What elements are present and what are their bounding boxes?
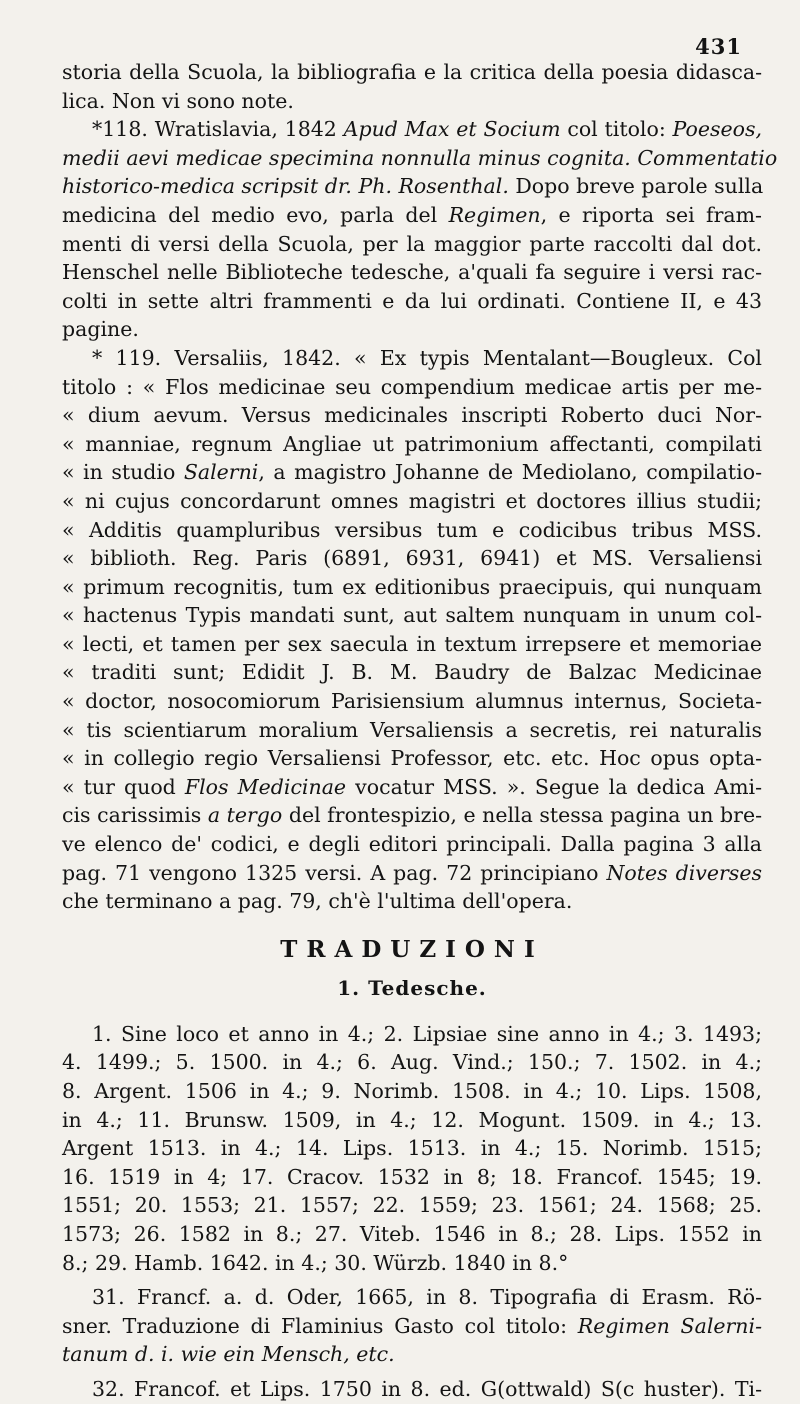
text-line: « ni cujus concordarunt omnes magistri et doctores illius studii; (62, 488, 762, 513)
text-line: « biblioth. Reg. Paris (6891, 6931, 6941) et MS. Versaliensi (62, 546, 762, 571)
translation-line: tanum d. i. wie ein Mensch, etc. (62, 1342, 395, 1367)
text-line: « dium aevum. Versus medicinales inscripti Roberto duci Nor- (62, 403, 762, 428)
translation-line: 31. Francf. a. d. Oder, 1665, in 8. Tipografia di Erasm. Rö- (92, 1285, 762, 1310)
text-line: titolo : « Flos medicinae seu compendium medicae artis per me- (62, 374, 762, 399)
text-line: storia della Scuola, la bibliografia e la critica della poesia didasca- (62, 60, 762, 84)
text-line: lica. Non vi sono note. (62, 88, 294, 113)
text-line: cis carissimis a tergo del frontespizio, e nella stessa pagina un bre- (62, 803, 763, 828)
translation-line: 8. Argent. 1506 in 4.; 9. Norimb. 1508. in 4.; 10. Lips. 1508, (62, 1079, 762, 1103)
text-line: medicina del medio evo, parla del Regimen, e riporta sei fram- (62, 202, 762, 227)
page-body (62, 58, 778, 1404)
translation-line: 1551; 20. 1553; 21. 1557; 22. 1559; 23. 1561; 24. 1568; 25. (62, 1193, 762, 1218)
text-line: ve elenco de' codici, e degli editori principali. Dalla pagina 3 alla (62, 832, 762, 857)
text-line: « in studio Salerni, a magistro Johanne de Mediolano, compilatio- (62, 460, 762, 485)
translation-line: 32. Francof. et Lips. 1750 in 8. ed. G(ottwald) S(c huster). Ti- (92, 1376, 762, 1401)
entry-118-heading: *118. Wratislavia, 1842 Apud Max et Socium col titolo: Poeseos, (92, 117, 763, 142)
text-line: pag. 71 vengono 1325 versi. A pag. 72 principiano Notes diverses (62, 860, 762, 885)
text-line: che terminano a pag. 79, ch'è l'ultima dell'opera. (62, 889, 573, 914)
translation-line: 8.; 29. Hamb. 1642. in 4.; 30. Würzb. 1840 in 8.° (62, 1250, 569, 1275)
translation-line: in 4.; 11. Brunsw. 1509, in 4.; 12. Mogunt. 1509. in 4.; 13. (62, 1107, 762, 1132)
translation-line: 1. Sine loco et anno in 4.; 2. Lipsiae sine anno in 4.; 3. 1493; (92, 1021, 762, 1046)
entry-119-heading: * 119. Versaliis, 1842. « Ex typis Mentalant—Bougleux. Col (92, 345, 762, 370)
translation-line: 1573; 26. 1582 in 8.; 27. Viteb. 1546 in 8.; 28. Lips. 1552 in (62, 1221, 762, 1246)
section-title: TRADUZIONI (280, 935, 544, 963)
text-line: « Additis quampluribus versibus tum e codicibus tribus MSS. (62, 517, 762, 542)
text-line: « manniae, regnum Angliae ut patrimonium affectanti, compilati (62, 431, 762, 456)
text-line: pagine. (62, 317, 139, 342)
text-line: medii aevi medicae specimina nonnulla minus cognita. Commentatio (62, 145, 778, 170)
text-line: « in collegio regio Versaliensi Professor, etc. etc. Hoc opus opta- (62, 746, 762, 771)
text-line: menti di versi della Scuola, per la maggior parte raccolti dal dot. (62, 231, 762, 256)
text-line: Henschel nelle Biblioteche tedesche, a'quali fa seguire i versi rac- (62, 260, 762, 285)
text-line: « lecti, et tamen per sex saecula in textum irrepsere et memoriae (62, 631, 762, 656)
subsection-title: 1. Tedesche. (337, 975, 487, 1000)
text-line: « doctor, nosocomiorum Parisiensium alumnus internus, Societa- (62, 689, 762, 714)
translation-line: 4. 1499.; 5. 1500. in 4.; 6. Aug. Vind.; 150.; 7. 1502. in 4.; (62, 1050, 762, 1075)
text-line: « tis scientiarum moralium Versaliensis a secretis, rei naturalis (62, 717, 762, 742)
text-line: colti in sette altri frammenti e da lui ordinati. Contiene II, e 43 (62, 288, 762, 313)
text-line: « hactenus Typis mandati sunt, aut saltem nunquam in unum col- (62, 603, 762, 628)
text-line: historico-medica scripsit dr. Ph. Rosenthal. Dopo breve parole sulla (62, 174, 764, 199)
translation-line: Argent 1513. in 4.; 14. Lips. 1513. in 4.; 15. Norimb. 1515; (62, 1136, 762, 1161)
translation-line: 16. 1519 in 4; 17. Cracov. 1532 in 8; 18. Francof. 1545; 19. (62, 1164, 762, 1189)
text-line: « tur quod Flos Medicinae vocatur MSS. ». Segue la dedica Ami- (62, 774, 763, 799)
page-number: 431 (695, 34, 742, 59)
text-line: « primum recognitis, tum ex editionibus praecipuis, qui nunquam (62, 574, 762, 599)
text-line: « traditi sunt; Edidit J. B. M. Baudry de Balzac Medicinae (62, 660, 762, 685)
translation-line: sner. Traduzione di Flaminius Gasto col titolo: Regimen Salerni- (62, 1313, 762, 1338)
